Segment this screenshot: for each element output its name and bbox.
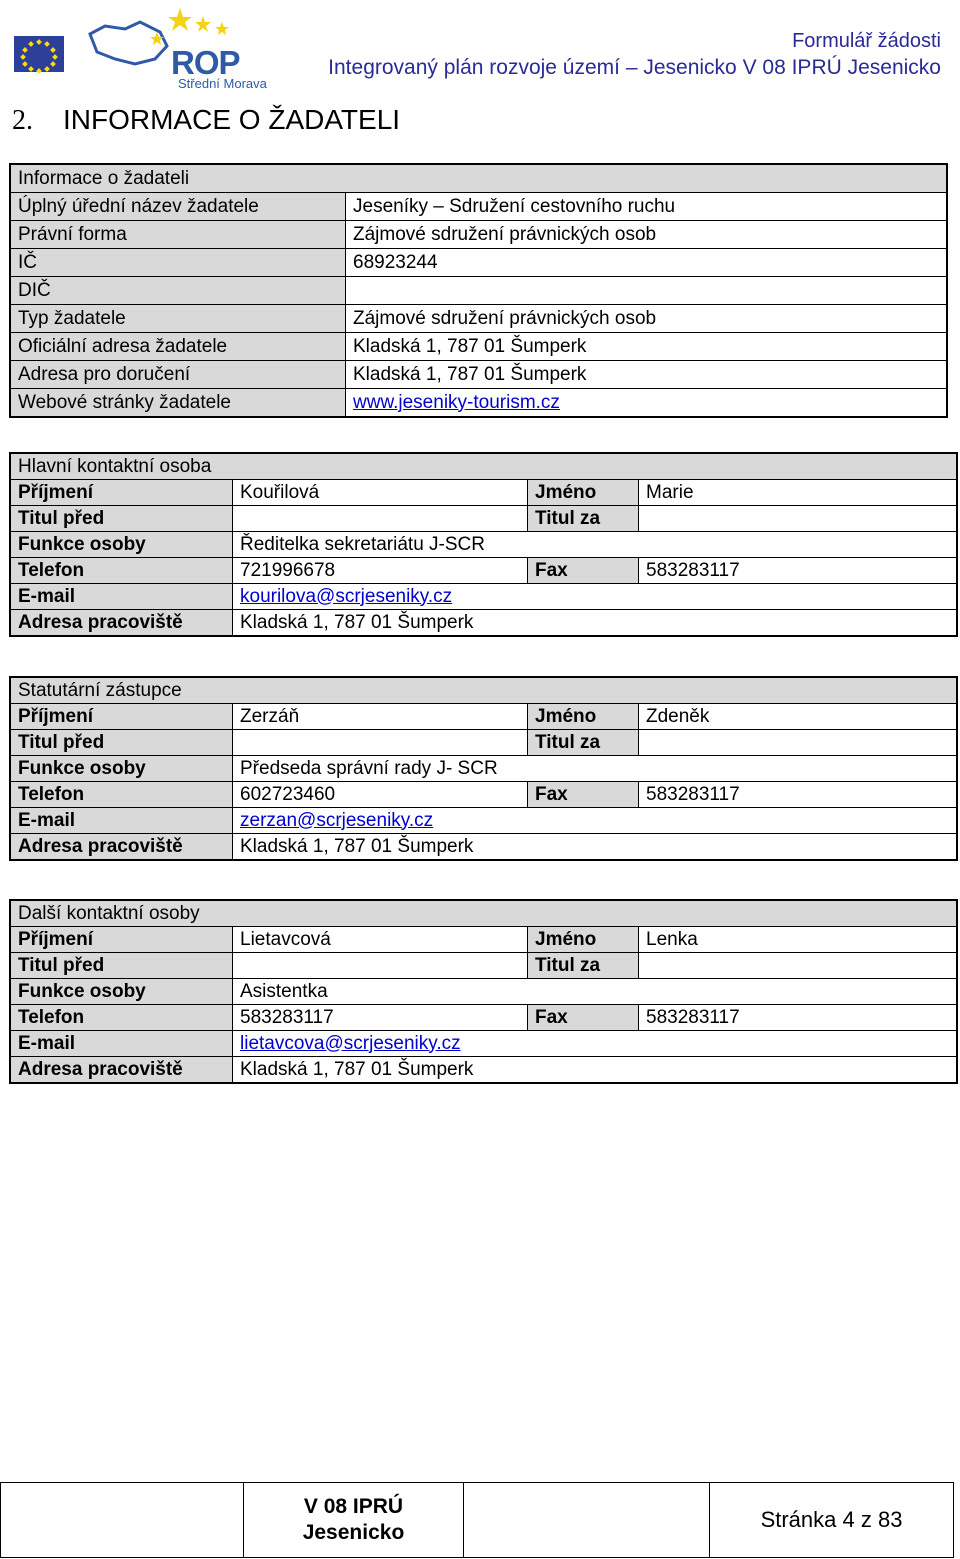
address-value: Kladská 1, 787 01 Šumperk (233, 1057, 957, 1083)
phone-value: 583283117 (233, 1005, 528, 1031)
main-contact-table (10, 453, 957, 636)
row-label: Úplný úřední název žadatele (11, 193, 346, 221)
table-heading-row (11, 165, 947, 193)
surname-value: Zerzáň (233, 704, 528, 730)
page-header (0, 0, 960, 100)
table-row (11, 584, 957, 610)
address-label: Adresa pracoviště (11, 834, 233, 860)
page-footer (0, 1482, 954, 1558)
table-row (11, 979, 957, 1005)
contact-heading: Hlavní kontaktní osoba (11, 454, 957, 480)
table-row (11, 1057, 957, 1083)
footer-empty-cell (1, 1483, 244, 1558)
table-row (11, 305, 947, 333)
function-label: Funkce osoby (11, 979, 233, 1005)
table-row (11, 532, 957, 558)
function-label: Funkce osoby (11, 756, 233, 782)
footer-code-line2: Jesenicko (302, 1521, 405, 1544)
title-after-label: Titul za (528, 730, 639, 756)
name-value: Zdeněk (639, 704, 957, 730)
rop-logo-text: ROP (171, 44, 240, 81)
name-value: Lenka (639, 927, 957, 953)
email-label: E-mail (11, 584, 233, 610)
statutory-representative-table (10, 677, 957, 860)
title-after-value (639, 953, 957, 979)
title-before-value (233, 506, 528, 532)
email-cell (233, 584, 957, 610)
section-title: INFORMACE O ŽADATELI (63, 104, 401, 135)
function-label: Funkce osoby (11, 532, 233, 558)
name-label: Jméno (528, 480, 639, 506)
table-heading-row (11, 678, 957, 704)
function-value: Asistentka (233, 979, 957, 1005)
address-label: Adresa pracoviště (11, 610, 233, 636)
website-link[interactable]: www.jeseniky-tourism.cz (353, 391, 560, 413)
row-label: Typ žadatele (11, 305, 346, 333)
table-row (11, 558, 957, 584)
title-before-value (233, 953, 528, 979)
email-link[interactable]: zerzan@scrjeseniky.cz (240, 809, 434, 831)
fax-value: 583283117 (639, 1005, 957, 1031)
fax-value: 583283117 (639, 782, 957, 808)
table-row (11, 193, 947, 221)
table-row (11, 782, 957, 808)
title-before-value (233, 730, 528, 756)
email-label: E-mail (11, 1031, 233, 1057)
phone-value: 721996678 (233, 558, 528, 584)
phone-label: Telefon (11, 1005, 233, 1031)
name-value: Marie (639, 480, 957, 506)
footer-code-cell (244, 1483, 464, 1558)
contact-heading: Další kontaktní osoby (11, 901, 957, 927)
title-after-value (639, 506, 957, 532)
name-label: Jméno (528, 704, 639, 730)
table-row (11, 808, 957, 834)
footer-code-line1: V 08 IPRÚ (303, 1495, 404, 1518)
address-value: Kladská 1, 787 01 Šumperk (233, 610, 957, 636)
row-label: IČ (11, 249, 346, 277)
surname-label: Příjmení (11, 480, 233, 506)
table-row (11, 730, 957, 756)
surname-value: Lietavcová (233, 927, 528, 953)
table-row (11, 506, 957, 532)
function-value: Ředitelka sekretariátu J-SCR (233, 532, 957, 558)
other-contacts-table (10, 900, 957, 1083)
address-value: Kladská 1, 787 01 Šumperk (233, 834, 957, 860)
address-label: Adresa pracoviště (11, 1057, 233, 1083)
section-number: 2. (12, 105, 33, 136)
email-link[interactable]: lietavcova@scrjeseniky.cz (240, 1032, 461, 1054)
legal-form: Zájmové sdružení právnických osob (346, 221, 947, 249)
title-before-label: Titul před (11, 730, 233, 756)
phone-label: Telefon (11, 782, 233, 808)
email-label: E-mail (11, 808, 233, 834)
table-row (11, 756, 957, 782)
row-label: Webové stránky žadatele (11, 389, 346, 417)
delivery-address: Kladská 1, 787 01 Šumperk (346, 361, 947, 389)
fax-value: 583283117 (639, 558, 957, 584)
phone-label: Telefon (11, 558, 233, 584)
table-row (11, 1031, 957, 1057)
section-heading (12, 104, 400, 137)
applicant-heading: Informace o žadateli (11, 165, 947, 193)
contact-heading: Statutární zástupce (11, 678, 957, 704)
form-subtitle: Integrovaný plán rozvoje území – Jesenicko V 08 IPRÚ Jesenicko (328, 56, 941, 79)
function-value: Předseda správní rady J- SCR (233, 756, 957, 782)
phone-value: 602723460 (233, 782, 528, 808)
rop-logo-subtitle: Střední Morava (178, 76, 267, 91)
row-label: DIČ (11, 277, 346, 305)
surname-label: Příjmení (11, 704, 233, 730)
row-label: Právní forma (11, 221, 346, 249)
email-cell (233, 808, 957, 834)
applicant-type: Zájmové sdružení právnických osob (346, 305, 947, 333)
footer-row (1, 1483, 954, 1558)
table-row (11, 704, 957, 730)
table-row (11, 333, 947, 361)
applicant-info-table (10, 164, 947, 417)
official-address: Kladská 1, 787 01 Šumperk (346, 333, 947, 361)
ic-value: 68923244 (346, 249, 947, 277)
title-after-label: Titul za (528, 953, 639, 979)
applicant-full-name: Jeseníky – Sdružení cestovního ruchu (346, 193, 947, 221)
email-cell (233, 1031, 957, 1057)
table-row (11, 834, 957, 860)
title-before-label: Titul před (11, 506, 233, 532)
dic-value (346, 277, 947, 305)
table-row (11, 610, 957, 636)
table-heading-row (11, 454, 957, 480)
fax-label: Fax (528, 558, 639, 584)
row-label: Oficiální adresa žadatele (11, 333, 346, 361)
email-link[interactable]: kourilova@scrjeseniky.cz (240, 585, 453, 607)
footer-empty-cell (464, 1483, 710, 1558)
footer-page-number: Stránka 4 z 83 (710, 1483, 954, 1558)
table-row (11, 480, 957, 506)
row-label: Adresa pro doručení (11, 361, 346, 389)
title-after-label: Titul za (528, 506, 639, 532)
title-after-value (639, 730, 957, 756)
name-label: Jméno (528, 927, 639, 953)
table-row (11, 927, 957, 953)
fax-label: Fax (528, 782, 639, 808)
title-before-label: Titul před (11, 953, 233, 979)
surname-value: Kouřilová (233, 480, 528, 506)
eu-flag-icon (14, 36, 64, 72)
fax-label: Fax (528, 1005, 639, 1031)
table-row (11, 1005, 957, 1031)
form-title: Formulář žádosti (792, 30, 941, 52)
footer-table (0, 1482, 954, 1558)
table-row (11, 389, 947, 417)
table-heading-row (11, 901, 957, 927)
website-cell (346, 389, 947, 417)
table-row (11, 277, 947, 305)
table-row (11, 221, 947, 249)
table-row (11, 361, 947, 389)
surname-label: Příjmení (11, 927, 233, 953)
table-row (11, 953, 957, 979)
table-row (11, 249, 947, 277)
